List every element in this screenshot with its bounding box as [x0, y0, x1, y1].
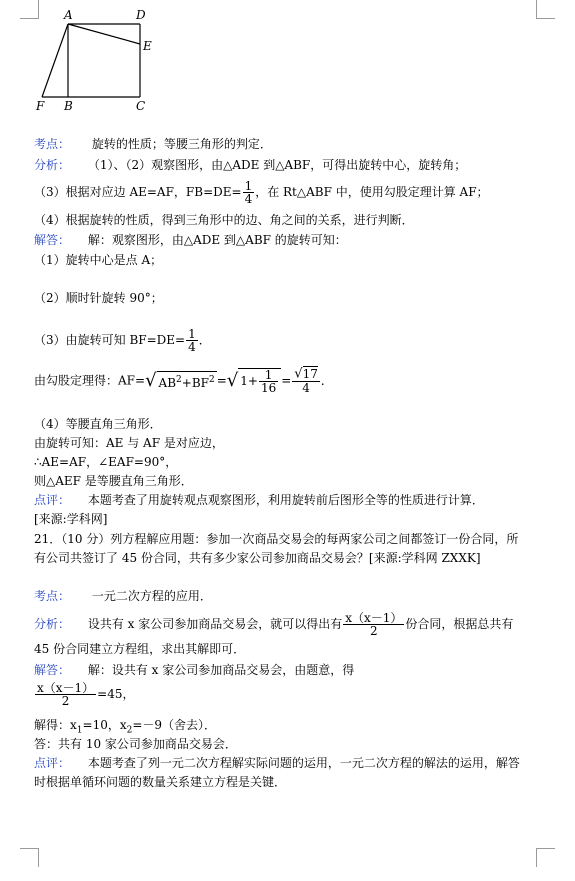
answer-line-q21: 答：共有 10 家公司参加商品交易会．: [34, 737, 237, 751]
pythagoras-line: [34, 368, 333, 394]
answer-3-end: ．: [198, 333, 211, 347]
dianping-line-q21-2: 时根据单循环问题的数量关系建立方程是关键．: [34, 775, 287, 789]
fraction-denominator: 4: [302, 380, 310, 395]
pythagoras-end: ．: [320, 373, 333, 388]
radical-sign: √: [145, 370, 157, 391]
fraction-denominator: 2: [61, 694, 70, 708]
answer-2: （2）顺时针旋转 90°；: [34, 291, 163, 305]
solution-text-a: 解得：x: [34, 718, 77, 732]
reason-line-2: ∴AE=AF，∠EAF=90°，: [34, 455, 178, 469]
fenxi-tag: 分析：: [34, 617, 71, 631]
fraction-numerator: x（x－1）: [345, 611, 403, 625]
fenxi-line-q21-2: 45 份合同建立方程组，求出其解即可．: [34, 642, 246, 656]
subscript-2: 2: [126, 725, 133, 736]
fenxi-tag: 分析：: [34, 158, 71, 172]
question-21-line-2: 有公司共签订了 45 份合同，共有多少家公司参加商品交易会？[来源:学科网 ZXXK]: [34, 551, 481, 565]
fenxi-text-q21-tail: 份合同，根据总共有: [405, 617, 514, 631]
answer-1: （1）旋转中心是点 A；: [34, 253, 163, 267]
fraction-numerator: [292, 368, 320, 382]
fenxi-line: [34, 157, 466, 173]
term-bf: +BF: [181, 376, 209, 390]
radical-sign: √: [294, 366, 303, 382]
dianping-tag: 点评：: [34, 756, 71, 770]
kaodian-tag: 考点：: [34, 589, 71, 603]
equals-sign: =: [216, 373, 227, 388]
kaodian-tag: 考点：: [34, 137, 71, 151]
dianping-text-q21: 本题考查了列一元二次方程解实际问题的运用，一元二次方程的解法的运用，解答: [87, 756, 520, 770]
fraction-denominator: 4: [244, 192, 253, 206]
fenxi-line-q21: [34, 612, 513, 637]
kaodian-line: [34, 136, 272, 152]
answer-3: [34, 328, 211, 353]
fenxi-text: （1）、（2）观察图形，由△ADE 到△ABF，可得出旋转中心，旋转角；: [87, 158, 467, 172]
fenxi-3-text-b: ，在 Rt△ABF 中，使用勾股定理计算 AF；: [255, 185, 489, 199]
radicand-ab-bf: [157, 371, 217, 391]
fraction-numerator: 1: [244, 179, 253, 193]
label-a: A: [64, 8, 73, 22]
answer-3-text: （3）由旋转可知 BF=DE=: [34, 333, 186, 347]
fraction-one-sixteenth: [259, 369, 278, 394]
page-corner-mark: [536, 848, 555, 867]
exponent: 2: [176, 375, 182, 385]
equation-line: [34, 682, 135, 707]
exponent: 2: [208, 375, 215, 385]
fenxi-3-text-a: （3）根据对应边 AE=AF，FB=DE=: [34, 185, 242, 199]
jieda-line-q21: [34, 662, 354, 678]
dianping-text: 本题考查了用旋转观点观察图形，利用旋转前后图形全等的性质进行计算．: [87, 493, 484, 507]
fenxi-text-q21: 设共有 x 家公司参加商品交易会，就可以得出有: [87, 617, 343, 631]
fraction-one-quarter: [243, 180, 255, 205]
subscript-1: 1: [76, 725, 83, 736]
reason-line-3: 则△AEF 是等腰直角三角形．: [34, 474, 193, 488]
fenxi-step-3: [34, 180, 489, 205]
dianping-tag: 点评：: [34, 493, 71, 507]
fraction-one-quarter: [186, 328, 198, 353]
page-corner-mark: [20, 848, 39, 867]
fraction-x-x-minus-1-over-2: [343, 612, 404, 637]
fraction-x-x-minus-1-over-2: [35, 682, 96, 707]
fenxi-step-4: （4）根据旋转的性质，得到三角形中的边、角之间的关系，进行判断．: [34, 213, 414, 227]
pythagoras-label: 由勾股定理得：AF=: [34, 373, 146, 388]
fraction-numerator: x（x－1）: [37, 681, 95, 695]
fraction-root17-over-4: [292, 368, 320, 394]
label-f: F: [36, 99, 45, 113]
fraction-denominator: 2: [370, 624, 378, 638]
answer-4: （4）等腰直角三角形．: [34, 417, 162, 431]
reason-line-1: 由旋转可知：AE 与 AF 是对应边，: [34, 436, 224, 450]
label-d: D: [136, 8, 146, 22]
radicand-one-plus: [238, 368, 281, 394]
equals-sign: =: [281, 373, 292, 388]
fraction-denominator: 4: [188, 340, 196, 354]
jieda-line: [34, 232, 347, 248]
label-b: B: [64, 99, 73, 113]
fraction-numerator: 1: [188, 327, 196, 341]
radicand-17: 17: [302, 367, 318, 382]
label-e: E: [143, 39, 152, 53]
solution-text-c: =－9（舍去）．: [132, 718, 217, 732]
kaodian-text: 旋转的性质；等腰三角形的判定．: [91, 137, 272, 151]
fraction-denominator: 16: [260, 381, 277, 395]
segment-af: [42, 24, 68, 97]
fraction-numerator: 1: [259, 369, 278, 382]
dianping-line-q21: [34, 755, 520, 771]
square-rotation-figure: [30, 4, 210, 124]
term-one-plus: 1+: [240, 374, 258, 388]
jieda-tag: 解答：: [34, 663, 71, 677]
kaodian-line-q21: [34, 588, 212, 604]
segment-ae: [68, 24, 140, 44]
question-21-line-1: 21．（10 分）列方程解应用题：参加一次商品交易会的每两家公司之间都签订一份合同，所: [34, 532, 519, 546]
solution-text-b: =10，x: [82, 718, 127, 732]
jieda-text-q21: 解：设共有 x 家公司参加商品交易会，由题意，得: [87, 663, 355, 677]
equation-tail: =45，: [97, 687, 135, 701]
jieda-tag: 解答：: [34, 233, 71, 247]
radical-sign: √: [226, 370, 239, 391]
source-note: [来源:学科网]: [34, 512, 108, 526]
page-corner-mark: [536, 0, 555, 19]
kaodian-text-q21: 一元二次方程的应用．: [91, 589, 212, 603]
dianping-line: [34, 492, 484, 508]
term-ab: AB: [158, 376, 177, 390]
jieda-intro: 解：观察图形，由△ADE 到△ABF 的旋转可知：: [87, 233, 347, 247]
label-c: C: [136, 99, 146, 113]
